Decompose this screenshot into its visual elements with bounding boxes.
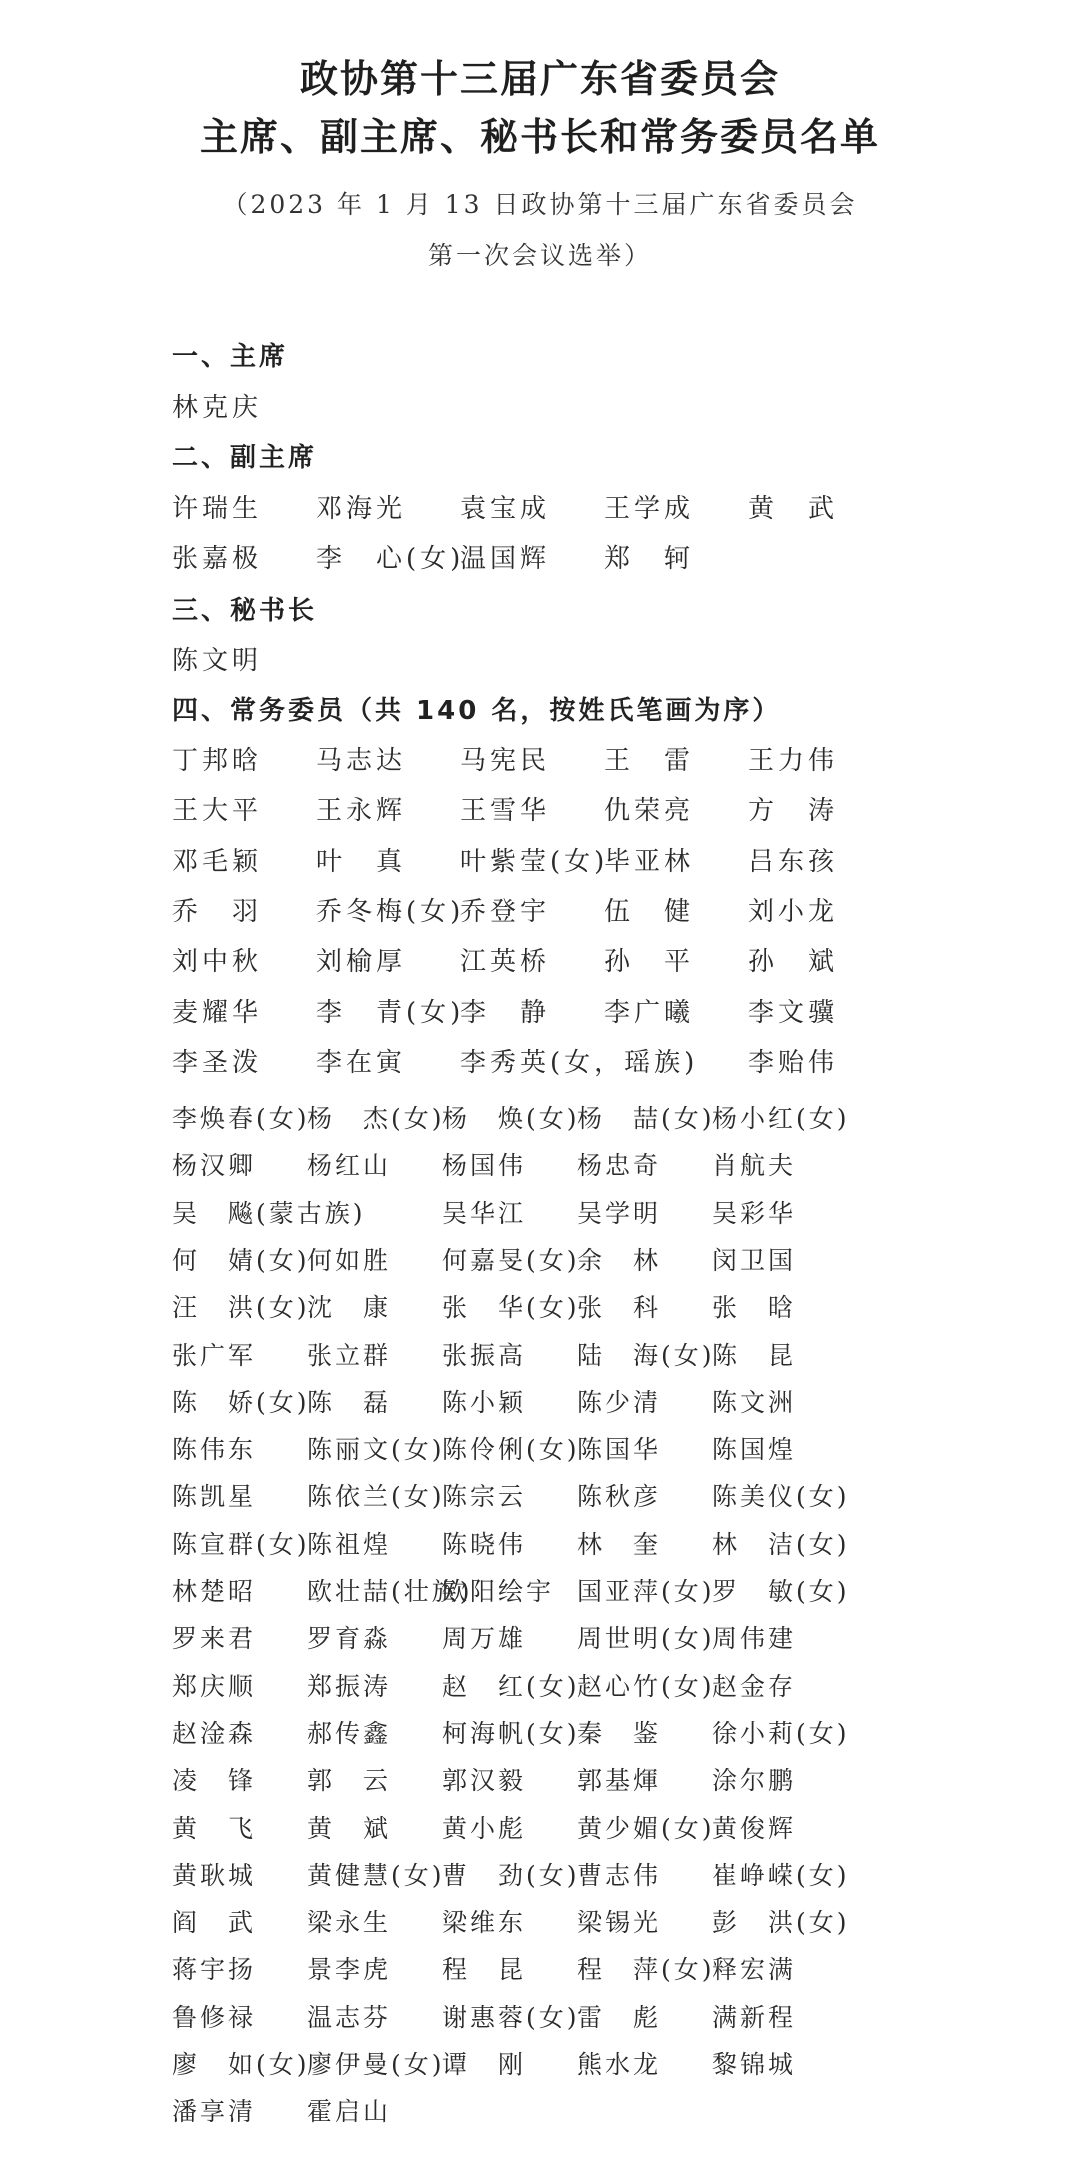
person-name: 陈祖煌 [307,1529,392,1559]
person-name: 满新程 [712,2002,797,2032]
person-name: 谢惠蓉(女) [442,2002,580,2032]
name-row [172,1761,1032,1801]
person-name: 叶 真 [316,846,407,877]
person-name: 陈凯星 [172,1482,257,1512]
person-name: 曹 劲(女) [442,1860,580,1890]
person-name: 林 奎 [577,1529,662,1559]
person-name: 杨 杰(女) [307,1104,445,1133]
person-name: 张 科 [577,1293,662,1323]
person-name: 程 昆 [442,1955,527,1985]
person-name: 李 静 [460,997,551,1028]
person-name: 释宏满 [712,1955,797,1985]
person-name: 陈依兰(女) [307,1482,445,1512]
person-name: 梁维东 [442,1908,527,1938]
name-row [172,1619,1032,1659]
person-name: 吴 飚(蒙古族) [172,1198,366,1228]
name-row [172,1903,1032,1943]
person-name: 张振高 [442,1340,527,1370]
person-name: 周万雄 [442,1624,527,1654]
person-name: 黄俊辉 [712,1813,797,1843]
person-name: 赵淦森 [172,1718,257,1748]
person-name: 周世明(女) [577,1624,715,1654]
person-name: 郑庆顺 [172,1671,257,1701]
person-name: 梁锡光 [577,1908,662,1938]
person-name: 黎锦城 [712,2050,797,2079]
document-title-line-1: 政协第十三届广东省委员会 [299,57,780,101]
person-name: 杨 喆(女) [577,1104,715,1133]
name-row [172,2092,1032,2132]
name-row [172,1572,1032,1612]
person-name: 何 婧(女) [172,1245,310,1275]
person-name: 潘享清 [172,2097,257,2127]
person-name: 沈 康 [307,1293,392,1323]
person-name: 崔峥嵘(女) [712,1860,850,1890]
person-name: 温志芬 [307,2002,392,2032]
person-name: 陈晓伟 [442,1529,527,1559]
name-row [172,740,1032,780]
name-row [172,992,1032,1032]
name-row [172,1809,1032,1849]
person-name: 彭 洪(女) [712,1908,850,1938]
person-name: 陈宗云 [442,1482,527,1512]
person-name: 方 涛 [748,796,839,827]
name-row [172,841,1032,881]
person-name: 罗 敏(女) [712,1577,850,1606]
person-name: 王雪华 [460,796,551,827]
person-name: 黄少媚(女) [577,1813,715,1843]
person-name: 林楚昭 [172,1577,257,1606]
name-row [172,1667,1032,1707]
person-name: 罗育淼 [307,1624,392,1654]
person-name: 欧阳绘宇 [442,1577,555,1606]
person-name: 李贻伟 [748,1047,839,1078]
person-name: 郭基煇 [577,1766,662,1796]
person-name: 陈小颖 [442,1387,527,1417]
person-name: 李广曦 [604,997,695,1028]
election-note-line-1: （2023 年 1 月 13 日政协第十三届广东省委员会 [222,190,858,219]
person-name: 赵心竹(女) [577,1671,715,1701]
person-name: 邓毛颖 [172,846,263,877]
person-name: 杨汉卿 [172,1151,257,1181]
name-row [172,790,1032,830]
name-row [172,1241,1032,1281]
person-name: 杨忠奇 [577,1151,662,1181]
person-name: 黄健慧(女) [307,1860,445,1890]
person-name: 雷 彪 [577,2002,662,2032]
section-heading-chairman: 一、主席 [172,342,289,372]
person-name: 程 萍(女) [577,1955,715,1985]
name-row [172,1146,1032,1186]
person-name: 吕东孩 [748,846,839,877]
person-name: 许瑞生 [172,494,263,524]
name-row [172,538,1032,578]
person-name: 李 心(女) [316,544,465,574]
person-name: 黄 飞 [172,1813,257,1843]
person-name: 毕亚林 [604,846,695,877]
person-name: 丁邦晗 [172,746,263,776]
person-name: 温国辉 [460,544,551,574]
person-name: 黄小彪 [442,1813,527,1843]
person-name: 陈国华 [577,1435,662,1465]
person-name: 汪 洪(女) [172,1293,310,1323]
person-name: 陈 昆 [712,1340,797,1370]
name-row [172,1042,1032,1082]
person-name: 马宪民 [460,746,551,776]
person-name: 景李虎 [307,1955,392,1985]
person-name: 霍启山 [307,2097,392,2127]
person-name: 廖伊曼(女) [307,2050,445,2079]
section-heading-secretary-general: 三、秘书长 [172,596,318,626]
person-name: 陈文明 [172,646,263,676]
name-row [172,1998,1032,2038]
name-row [172,891,1032,931]
name-row [172,387,1032,427]
person-name: 徐小莉(女) [712,1718,850,1748]
document-title-line-2: 主席、副主席、秘书长和常务委员名单 [199,115,880,159]
person-name: 陈文洲 [712,1387,797,1417]
person-name: 梁永生 [307,1908,392,1938]
person-name: 李焕春(女) [172,1104,310,1133]
person-name: 张嘉极 [172,544,263,574]
name-row [172,941,1032,981]
person-name: 刘中秋 [172,947,263,978]
person-name: 柯海帆(女) [442,1718,580,1748]
person-name: 仇荣亮 [604,796,695,827]
person-name: 陈美仪(女) [712,1482,850,1512]
person-name: 何嘉旻(女) [442,1245,580,1275]
person-name: 赵金存 [712,1671,797,1701]
person-name: 陈 娇(女) [172,1387,310,1417]
person-name: 李在寅 [316,1047,407,1078]
person-name: 王大平 [172,796,263,827]
name-row [172,1856,1032,1896]
person-name: 陈国煌 [712,1435,797,1465]
person-name: 杨国伟 [442,1151,527,1181]
name-row [172,1288,1032,1328]
person-name: 欧壮喆(壮族) [307,1577,473,1606]
person-name: 李秀英(女，瑶族) [460,1047,699,1078]
person-name: 肖航夫 [712,1151,797,1181]
person-name: 乔登宇 [460,896,551,927]
name-row [172,1430,1032,1470]
person-name: 陈宣群(女) [172,1529,310,1559]
name-row [172,1477,1032,1517]
person-name: 吴学明 [577,1198,662,1228]
person-name: 郝传鑫 [307,1718,392,1748]
name-row [172,1194,1032,1234]
person-name: 林 洁(女) [712,1529,850,1559]
person-name: 余 林 [577,1245,662,1275]
person-name: 袁宝成 [460,494,551,524]
person-name: 熊水龙 [577,2050,662,2079]
person-name: 国亚萍(女) [577,1577,715,1606]
person-name: 鲁修禄 [172,2002,257,2032]
person-name: 麦耀华 [172,997,263,1028]
section-heading-standing-members: 四、常务委员（共 140 名，按姓氏笔画为序） [172,696,782,726]
person-name: 陈 磊 [307,1387,392,1417]
person-name: 张 晗 [712,1293,797,1323]
person-name: 赵 红(女) [442,1671,580,1701]
person-name: 李文骥 [748,997,839,1028]
person-name: 吴彩华 [712,1198,797,1228]
person-name: 闵卫国 [712,1245,797,1275]
name-row [172,1099,1032,1139]
person-name: 刘小龙 [748,896,839,927]
person-name: 王学成 [604,494,695,524]
person-name: 陈伶俐(女) [442,1435,580,1465]
person-name: 邓海光 [316,494,407,524]
person-name: 杨 焕(女) [442,1104,580,1133]
person-name: 罗来君 [172,1624,257,1654]
person-name: 周伟建 [712,1624,797,1654]
person-name: 郭 云 [307,1766,392,1796]
person-name: 乔冬梅(女) [316,896,465,927]
name-row [172,2045,1032,2085]
name-row [172,1714,1032,1754]
person-name: 李圣泼 [172,1047,263,1078]
person-name: 伍 健 [604,896,695,927]
person-name: 郭汉毅 [442,1766,527,1796]
person-name: 陆 海(女) [577,1340,715,1370]
name-row [172,1950,1032,1990]
person-name: 郑振涛 [307,1671,392,1701]
person-name: 吴华江 [442,1198,527,1228]
name-row [172,1336,1032,1376]
person-name: 陈秋彦 [577,1482,662,1512]
person-name: 乔 羽 [172,896,263,927]
person-name: 张广军 [172,1340,257,1370]
person-name: 阎 武 [172,1908,257,1938]
person-name: 廖 如(女) [172,2050,310,2079]
person-name: 张立群 [307,1340,392,1370]
person-name: 王力伟 [748,746,839,776]
person-name: 陈丽文(女) [307,1435,445,1465]
person-name: 杨小红(女) [712,1104,850,1133]
person-name: 江英桥 [460,947,551,978]
name-row [172,1525,1032,1565]
person-name: 黄耿城 [172,1860,257,1890]
person-name: 孙 平 [604,947,695,978]
person-name: 马志达 [316,746,407,776]
person-name: 杨红山 [307,1151,392,1181]
person-name: 林克庆 [172,393,263,423]
person-name: 孙 斌 [748,947,839,978]
person-name: 李 青(女) [316,997,465,1028]
section-heading-vice-chairmen: 二、副主席 [172,443,318,473]
person-name: 涂尔鹏 [712,1766,797,1796]
person-name: 谭 刚 [442,2050,527,2079]
person-name: 秦 鉴 [577,1718,662,1748]
person-name: 黄 武 [748,494,839,524]
person-name: 张 华(女) [442,1293,580,1323]
name-row [172,488,1032,528]
person-name: 蒋宇扬 [172,1955,257,1985]
name-row [172,1383,1032,1423]
person-name: 刘榆厚 [316,947,407,978]
person-name: 陈伟东 [172,1435,257,1465]
person-name: 凌 锋 [172,1766,257,1796]
person-name: 陈少清 [577,1387,662,1417]
name-row [172,640,1032,680]
person-name: 王 雷 [604,746,695,776]
election-note-line-2: 第一次会议选举） [427,241,652,270]
person-name: 何如胜 [307,1245,392,1275]
person-name: 郑 轲 [604,544,695,574]
person-name: 曹志伟 [577,1860,662,1890]
person-name: 叶紫莹(女) [460,846,609,877]
person-name: 王永辉 [316,796,407,827]
person-name: 黄 斌 [307,1813,392,1843]
